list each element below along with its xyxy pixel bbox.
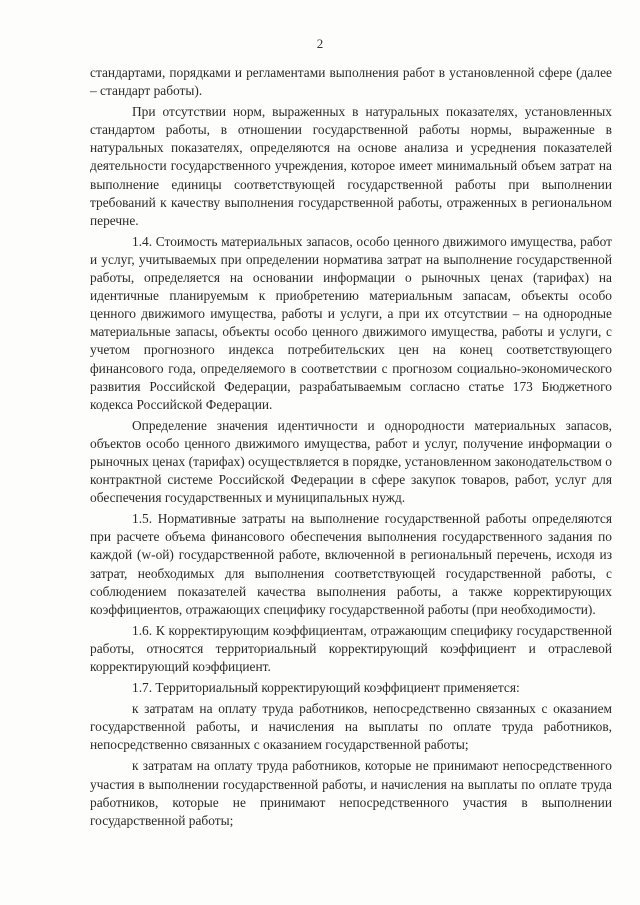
paragraph-continuation: стандартами, порядками и регламентами выполнения работ в установленной сфере (далее – стандарт работы). <box>90 65 612 99</box>
paragraph-1-5: 1.5. Нормативные затраты на выполнение государственной работы определяются при расчете объема финансового обеспечения выполнения государственного задания по каждой (w-ой) государственной работе, включенной в региональный перечень, исходя из затрат, необходимых для выполнения соответствующей государственной работы, с соблюдением показателей качества выполнения работы, а также корректирующих коэффициентов, отражающих специфику государственной работы (при необходимости). <box>90 511 612 617</box>
paragraph-1-4: 1.4. Стоимость материальных запасов, особо ценного движимого имущества, работ и услуг, учитываемых при определении норматива затрат на выполнение государственной работы, определяется на основании информации о рыночных ценах (тарифах) на идентичные планируемым к приобретению материальным запасам, объекты особо ценного движимого имущества, работы и услуги, а при их отсутствии – на однородные материальные запасы, объекты особо ценного движимого имущества, работы и услуги, с учетом прогнозного индекса потребительских цен на конец соответствующего финансового года, определяемого в соответствии с прогнозом социально-экономического развития Российской Федерации, разрабатываемым согласно статье 173 Бюджетного кодекса Российской Федерации. <box>90 233 612 412</box>
page-number: 2 <box>316 36 324 51</box>
document-body <box>90 64 612 830</box>
paragraph-norms-absence: При отсутствии норм, выраженных в натуральных показателях, установленных стандартом работы, в отношении государственной работы нормы, выраженные в натуральных показателях, определяются на основе анализа и усреднения показателей деятельности государственного учреждения, которое имеет минимальный объем затрат на выполнение единицы соответствующей государственной работы при выполнении требований к качеству выполнения государственной работы, отраженных в региональном перечне. <box>90 104 612 228</box>
paragraph-list-item-2: к затратам на оплату труда работников, которые не принимают непосредственного участия в выполнении государственной работы, и начисления на выплаты по оплате труда работников, которые не принимают непосредственного участия в выполнении государственной работы; <box>90 758 612 828</box>
paragraph-list-item-1: к затратам на оплату труда работников, непосредственно связанных с оказанием государственной работы, и начисления на выплаты по оплате труда работников, непосредственно связанных с оказанием государственной работы; <box>90 701 612 753</box>
paragraph-1-7: 1.7. Территориальный корректирующий коэффициент применяется: <box>132 680 520 696</box>
paragraph-identity-definition: Определение значения идентичности и однородности материальных запасов, объектов особо ценного движимого имущества, работ и услуг, получение информации о рыночных ценах (тарифах) осуществляется в порядке, установленном законодательством о контрактной системе Российской Федерации в сфере закупок товаров, работ, услуг для обеспечения государственных и муниципальных нужд. <box>90 417 612 506</box>
paragraph-1-6: 1.6. К корректирующим коэффициентам, отражающим специфику государственной работы, относятся территориальный корректирующий коэффициент и отраслевой корректирующий коэффициент. <box>90 622 612 674</box>
